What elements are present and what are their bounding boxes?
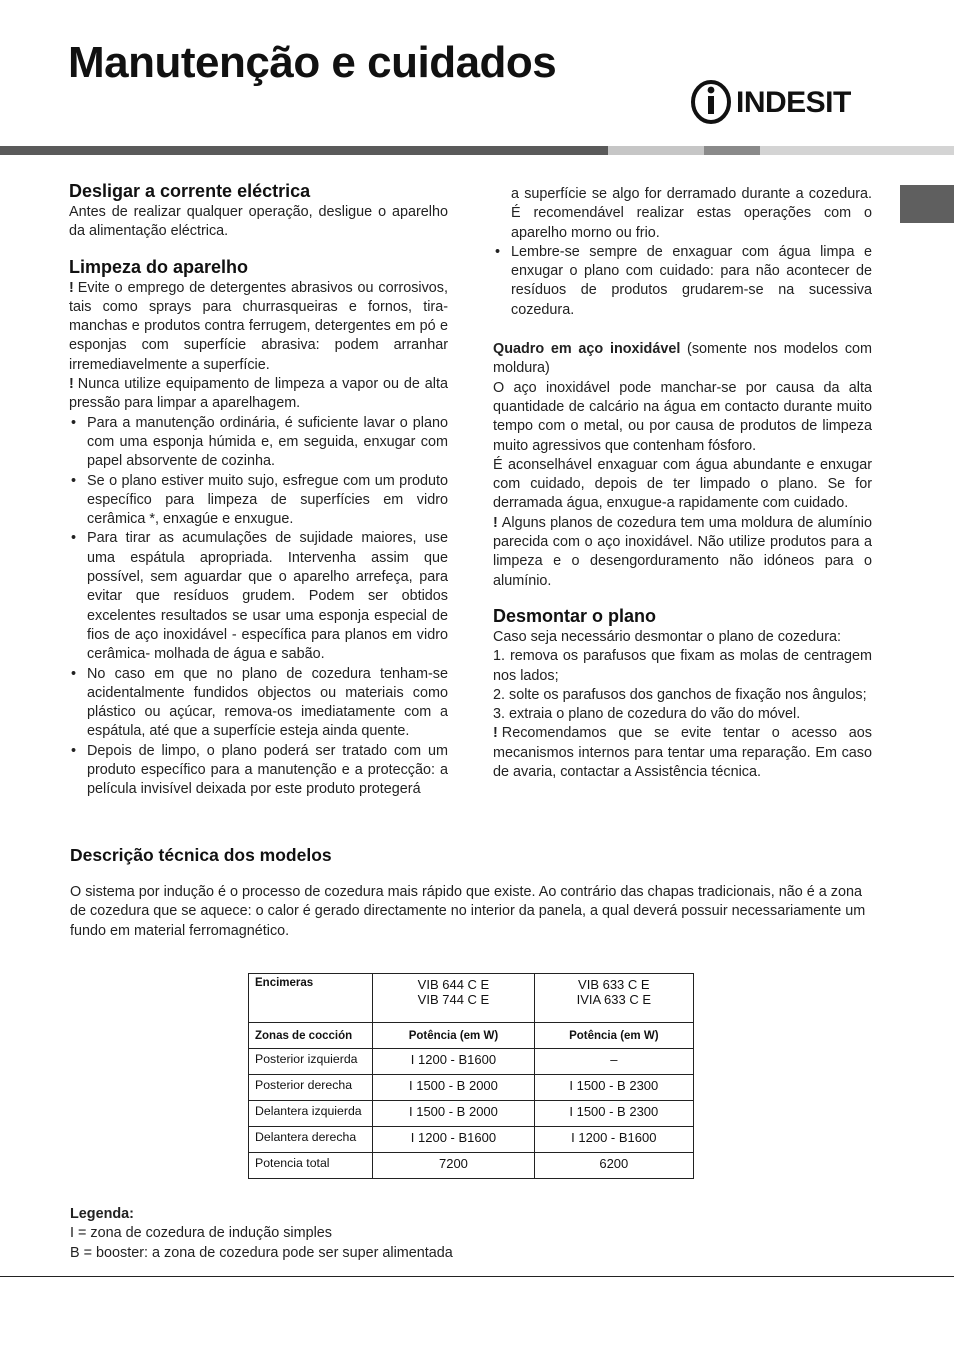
list-item (69, 414, 448, 472)
brand-logo (690, 78, 870, 126)
legend-item: B = booster: a zona de cozedura pode ser super alimentada (70, 1244, 453, 1261)
model-col-b (534, 974, 693, 1023)
inox-paragraph-1: O aço inoxidável pode manchar-se por causa da alta quantidade de calcário na água em contacto durante muito tempo com o metal, ou por causa de produtos de limpeza muito agressivos que contenham fósforo. (493, 379, 872, 454)
bullet-icon: • (71, 472, 77, 489)
table-header-row (249, 974, 694, 1023)
list-item (69, 472, 448, 530)
warning-abrasive-text: Evite o emprego de detergentes abrasivos ou corrosivos, tais como sprays para churrasqueiras e fornos, tira-manchas e produtos contra ferrugem, detergentes em pó e esponjas com superfície abrasiva: podem arranhar irremediavelmente a superfície. (69, 279, 448, 373)
list-item-text: Para a manutenção ordinária, é suficiente lavar o plano com uma esponja húmida e, em seguida, enxugar com papel absorvente de cozinha. (87, 414, 448, 470)
section-title-cleaning: Limpeza do aparelho (69, 256, 249, 277)
dismantle-step-2: 2. solte os parafusos dos ganchos de fixação nos ângulos; (493, 686, 867, 703)
cleaning-list-continued (493, 185, 872, 320)
section-title-dismantle: Desmontar o plano (493, 605, 657, 626)
warning-steam (69, 375, 448, 414)
bullet-icon: • (71, 742, 77, 759)
warning-aluminium-text: Alguns planos de cozedura tem uma moldura de alumínio parecida com o aço inoxidável. Não utilize produtos para a limpeza e o desengorduramento não idóneos para o alumínio. (493, 514, 872, 589)
disconnect-text: Antes de realizar qualquer operação, desligue o aparelho da alimentação eléctrica. (69, 204, 448, 240)
zone-name: Posterior derecha (249, 1075, 373, 1101)
power-value: I 1200 - B1600 (373, 1127, 534, 1153)
zone-name: Delantera izquierda (249, 1101, 373, 1127)
brand-name: INDESIT (736, 86, 851, 119)
table-subheader-row (249, 1023, 694, 1049)
model-name: IVIA 633 C E (576, 992, 652, 1007)
power-value: I 1500 - B 2000 (373, 1101, 534, 1127)
warning-abrasive (69, 279, 448, 375)
section-title-disconnect: Desligar a corrente eléctrica (69, 181, 311, 201)
bullet-icon: • (71, 665, 77, 682)
inox-note: (somente nos modelos com moldura) (493, 341, 873, 377)
page-title: Manutenção e cuidados (68, 38, 557, 87)
power-label: Potência (em W) (534, 1023, 693, 1049)
list-item-text: Se o plano estiver muito sujo, esfregue com um produto específico para limpeza de superfícies em vidro cerâmica *, enxagúe e enxugue. (87, 472, 448, 528)
zone-name: Posterior izquierda (249, 1049, 373, 1075)
warning-icon: ! (493, 725, 498, 742)
bullet-icon: • (71, 530, 77, 547)
table-header-label: Encimeras (249, 974, 373, 1023)
dismantle-intro: Caso seja necessário desmontar o plano de cozedura: (493, 628, 841, 645)
model-name: VIB 744 C E (417, 992, 490, 1007)
list-item (69, 529, 448, 664)
dismantle-step-3: 3. extraia o plano de cozedura do vão do móvel. (493, 706, 801, 723)
legend (70, 1205, 453, 1263)
zone-name: Delantera derecha (249, 1127, 373, 1153)
list-item (493, 243, 872, 320)
bullet-icon: • (495, 243, 501, 260)
left-column (69, 180, 448, 800)
warning-steam-text: Nunca utilize equipamento de limpeza a vapor ou de alta pressão para limpar a aparelhagem. (69, 376, 448, 412)
table-row-total (249, 1153, 694, 1179)
bullet-icon: • (71, 414, 77, 431)
list-item-continued (493, 185, 872, 243)
header-bar-segment (760, 146, 954, 155)
legend-title: Legenda: (70, 1206, 134, 1222)
spec-table (248, 973, 694, 1179)
list-item-text: No caso em que no plano de cozedura tenham-se acidentalmente fundidos objectos ou materiais como plástico ou açúcar, remova-os imediatamente com a espátula, até que a superfície esteja ainda quente. (87, 665, 448, 740)
list-item-text: Para tirar as acumulações de sujidade maiores, use uma espátula apropriada. Intervenha assim que possível, sem aguardar que o aparelho arrefeça, para evitar que resíduos grudem. Podem ser obtidos excelentes resultados se usar uma esponja especial de fios de aço inoxidável - específica para planos em vidro cerâmica- molhada de água e sabão. (87, 530, 448, 663)
warning-icon: ! (69, 376, 74, 393)
footer-divider (0, 1276, 954, 1277)
language-tab (900, 185, 954, 223)
inox-heading (493, 340, 872, 379)
model-name: VIB 633 C E (578, 977, 650, 992)
power-total: 7200 (373, 1153, 534, 1179)
technical-text: O sistema por indução é o processo de cozedura mais rápido que existe. Ao contrário das chapas tradicionais, não é a zona de cozedura que se aquece: o calor é gerado directamente no interior da panela, a qual deverá possuir necessariamente um fundo em material ferromagnético. (70, 884, 866, 939)
warning-repair (493, 724, 872, 782)
model-name: VIB 644 C E (417, 977, 490, 992)
inox-label: Quadro em aço inoxidável (493, 341, 681, 358)
dismantle-step-1: 1. remova os parafusos que fixam as molas de centragem nos lados; (493, 648, 872, 684)
power-value: I 1500 - B 2300 (534, 1101, 693, 1127)
power-value: I 1200 - B1600 (373, 1049, 534, 1075)
list-item-text: Lembre-se sempre de enxaguar com água limpa e enxugar o plano com cuidado: para não acontecer de resíduos de produtos grudarem-se na sucessiva cozedura. (511, 243, 872, 318)
list-item (69, 742, 448, 800)
header-bar-segment (608, 146, 704, 155)
table-row (249, 1075, 694, 1101)
power-label: Potência (em W) (373, 1023, 534, 1049)
right-column (493, 185, 872, 782)
zones-label: Zonas de cocción (249, 1023, 373, 1049)
table-row (249, 1127, 694, 1153)
list-item (69, 665, 448, 742)
warning-repair-text: Recomendamos que se evite tentar o acesso aos mecanismos internos para tentar uma reparação. Em caso de avaria, contactar a Assistência técnica. (493, 725, 872, 781)
power-value: I 1500 - B 2000 (373, 1075, 534, 1101)
table-row (249, 1049, 694, 1075)
inox-paragraph-2: É aconselhável enxaguar com água abundante e enxugar com cuidado, depois de ter limpado o plano. Se for derramada água, enxugue-a rapidamente com cuidado. (493, 456, 872, 512)
cleaning-list (69, 414, 448, 800)
power-value: I 1200 - B1600 (534, 1127, 693, 1153)
header-bar (0, 146, 608, 155)
header-bar-segment (704, 146, 760, 155)
list-item-text: a superfície se algo for derramado durante a cozedura. É recomendável realizar estas operações com o aparelho morno ou frio. (511, 186, 872, 241)
list-item-text: Depois de limpo, o plano poderá ser tratado com um produto específico para a manutenção e a protecção: a película invisível deixada por este produto protegerá (87, 742, 448, 798)
warning-aluminium (493, 514, 872, 591)
warning-icon: ! (493, 514, 498, 531)
power-total: 6200 (534, 1153, 693, 1179)
model-col-a (373, 974, 534, 1023)
legend-item: I = zona de cozedura de indução simples (70, 1225, 332, 1242)
logo-mark-icon (690, 78, 736, 126)
table-row (249, 1101, 694, 1127)
warning-icon: ! (69, 279, 74, 296)
zone-name: Potencia total (249, 1153, 373, 1179)
power-value: I 1500 - B 2300 (534, 1075, 693, 1101)
power-value: – (534, 1049, 693, 1075)
section-title-technical: Descrição técnica dos modelos (70, 845, 332, 865)
